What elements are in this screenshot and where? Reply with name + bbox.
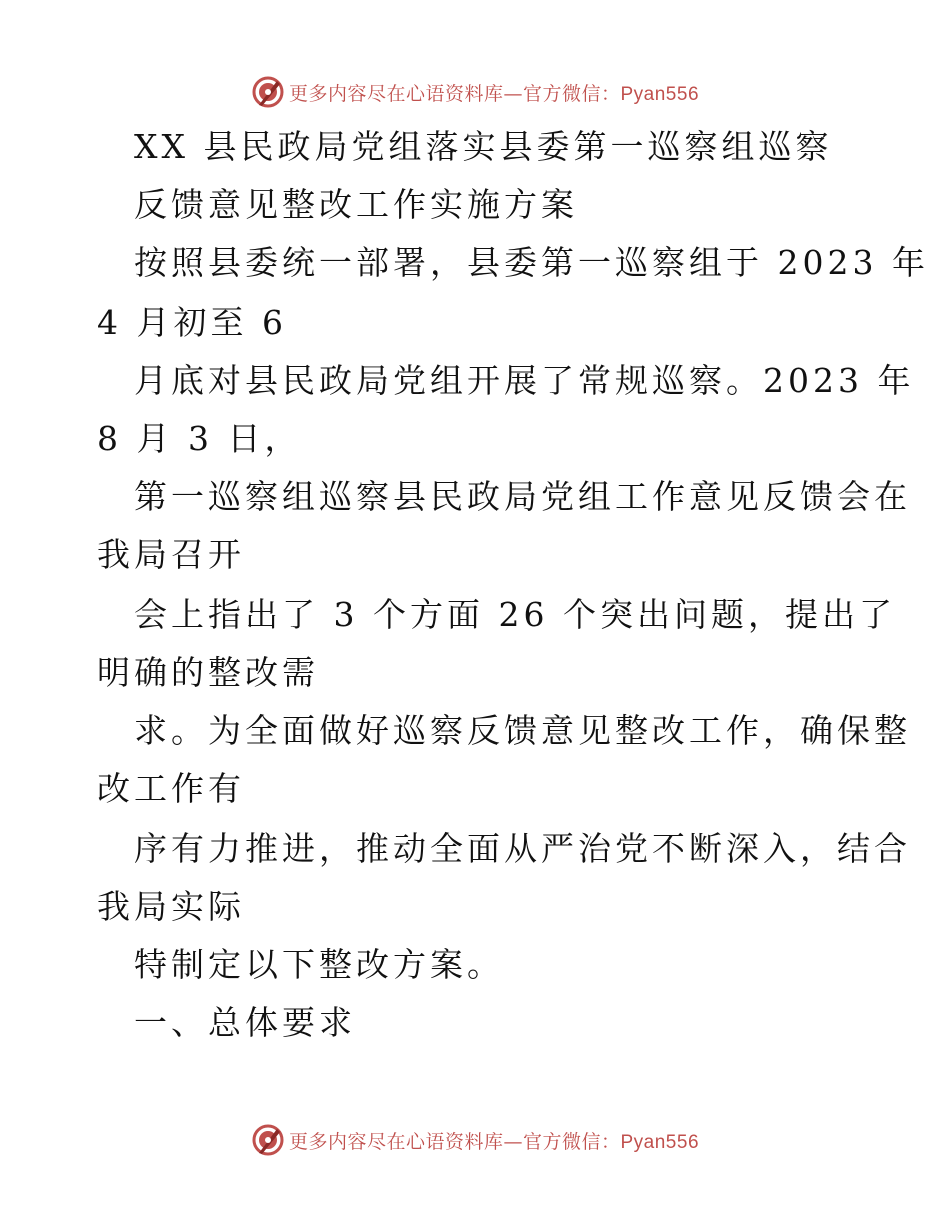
banner-text: 更多内容尽在心语资料库—官方微信：Pyan556: [288, 1130, 700, 1153]
quill-seal-logo-icon: [251, 75, 285, 109]
paragraph-line: 4 月初至 6: [97, 303, 287, 342]
paragraph-line: 特制定以下整改方案。: [134, 945, 504, 984]
paragraph-line: 求。为全面做好巡察反馈意见整改工作，确保整: [134, 711, 911, 750]
paragraph-line: 月底对县民政局党组开展了常规巡察。2023 年: [134, 361, 915, 400]
section-heading: 一、总体要求: [134, 1003, 356, 1042]
banner-text: 更多内容尽在心语资料库—官方微信：Pyan556: [288, 82, 700, 105]
quill-seal-logo-icon: [251, 1123, 285, 1157]
paragraph-line: 明确的整改需: [97, 653, 319, 692]
footer-banner: [0, 1120, 950, 1160]
paragraph-line: 第一巡察组巡察县民政局党组工作意见反馈会在: [134, 477, 911, 516]
paragraph-line: 序有力推进，推动全面从严治党不断深入，结合: [134, 829, 911, 868]
doc-title-line-1: XX 县民政局党组落实县委第一巡察组巡察: [134, 127, 833, 166]
paragraph-line: 改工作有: [97, 769, 245, 808]
wechat-id: Pyan556: [620, 83, 700, 105]
paragraph-line: 按照县委统一部署，县委第一巡察组于 2023 年: [134, 243, 929, 282]
wechat-id: Pyan556: [620, 1131, 700, 1153]
header-banner: [0, 72, 950, 112]
doc-title-line-2: 反馈意见整改工作实施方案: [134, 185, 578, 224]
paragraph-line: 8 月 3 日，: [97, 419, 302, 458]
paragraph-line: 会上指出了 3 个方面 26 个突出问题，提出了: [134, 595, 896, 634]
paragraph-line: 我局召开: [97, 535, 245, 574]
paragraph-line: 我局实际: [97, 887, 245, 926]
